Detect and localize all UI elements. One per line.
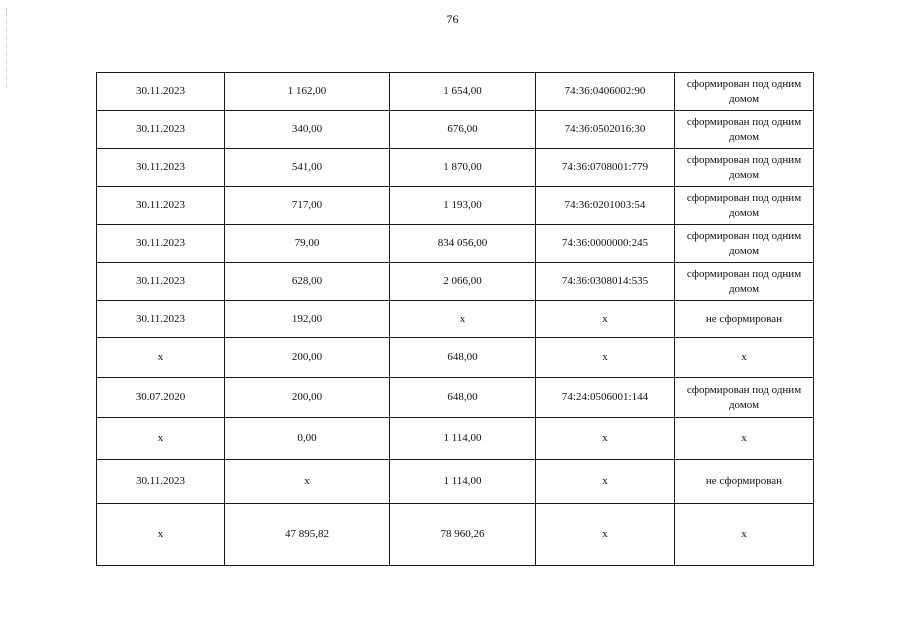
status-cell: сформирован под одним домом [675, 225, 814, 263]
page-number: 76 [446, 12, 459, 26]
date-cell: х [97, 504, 225, 566]
value-cell: 648,00 [390, 338, 536, 378]
table-row [97, 338, 814, 378]
table-row [97, 187, 814, 225]
table-row [97, 263, 814, 301]
value-cell: х [390, 301, 536, 338]
status-cell: сформирован под одним домом [675, 111, 814, 149]
cadastral-number-cell: 74:36:0201003:54 [536, 187, 675, 225]
table-row [97, 225, 814, 263]
status-cell: сформирован под одним домом [675, 378, 814, 418]
value-cell: 676,00 [390, 111, 536, 149]
cadastral-number-cell: 74:36:0000000:245 [536, 225, 675, 263]
value-cell: 1 114,00 [390, 418, 536, 460]
cadastral-number-cell: 74:24:0506001:144 [536, 378, 675, 418]
area-cell: 717,00 [225, 187, 390, 225]
status-cell: сформирован под одним домом [675, 73, 814, 111]
area-cell: х [225, 460, 390, 504]
cadastral-number-cell: х [536, 418, 675, 460]
value-cell: 648,00 [390, 378, 536, 418]
value-cell: 2 066,00 [390, 263, 536, 301]
date-cell: 30.11.2023 [97, 73, 225, 111]
area-cell: 628,00 [225, 263, 390, 301]
status-cell: не сформирован [675, 301, 814, 338]
cadastral-number-cell: 74:36:0406002:90 [536, 73, 675, 111]
status-cell: не сформирован [675, 460, 814, 504]
value-cell: 1 654,00 [390, 73, 536, 111]
area-cell: 0,00 [225, 418, 390, 460]
area-cell: 1 162,00 [225, 73, 390, 111]
cadastral-number-cell: 74:36:0308014:535 [536, 263, 675, 301]
status-cell: х [675, 338, 814, 378]
date-cell: 30.11.2023 [97, 149, 225, 187]
date-cell: х [97, 338, 225, 378]
date-cell: 30.11.2023 [97, 187, 225, 225]
date-cell: 30.11.2023 [97, 111, 225, 149]
area-cell: 541,00 [225, 149, 390, 187]
status-cell: сформирован под одним домом [675, 187, 814, 225]
cadastral-number-cell: х [536, 301, 675, 338]
land-plots-table [96, 72, 814, 566]
date-cell: 30.11.2023 [97, 263, 225, 301]
status-cell: х [675, 504, 814, 566]
value-cell: 1 193,00 [390, 187, 536, 225]
value-cell: 1 114,00 [390, 460, 536, 504]
area-cell: 200,00 [225, 338, 390, 378]
cadastral-number-cell: 74:36:0708001:779 [536, 149, 675, 187]
value-cell: 1 870,00 [390, 149, 536, 187]
cadastral-number-cell: 74:36:0502016:30 [536, 111, 675, 149]
date-cell: 30.07.2020 [97, 378, 225, 418]
cadastral-number-cell: х [536, 460, 675, 504]
date-cell: х [97, 418, 225, 460]
table-row [97, 460, 814, 504]
area-cell: 340,00 [225, 111, 390, 149]
table-row [97, 301, 814, 338]
value-cell: 78 960,26 [390, 504, 536, 566]
status-cell: сформирован под одним домом [675, 263, 814, 301]
date-cell: 30.11.2023 [97, 301, 225, 338]
date-cell: 30.11.2023 [97, 225, 225, 263]
cadastral-number-cell: х [536, 504, 675, 566]
status-cell: х [675, 418, 814, 460]
area-cell: 79,00 [225, 225, 390, 263]
area-cell: 200,00 [225, 378, 390, 418]
table-row [97, 73, 814, 111]
area-cell: 192,00 [225, 301, 390, 338]
table-row [97, 111, 814, 149]
table-row [97, 504, 814, 566]
status-cell: сформирован под одним домом [675, 149, 814, 187]
table-row [97, 378, 814, 418]
area-cell: 47 895,82 [225, 504, 390, 566]
date-cell: 30.11.2023 [97, 460, 225, 504]
value-cell: 834 056,00 [390, 225, 536, 263]
table-row [97, 418, 814, 460]
table-row [97, 149, 814, 187]
cadastral-number-cell: х [536, 338, 675, 378]
